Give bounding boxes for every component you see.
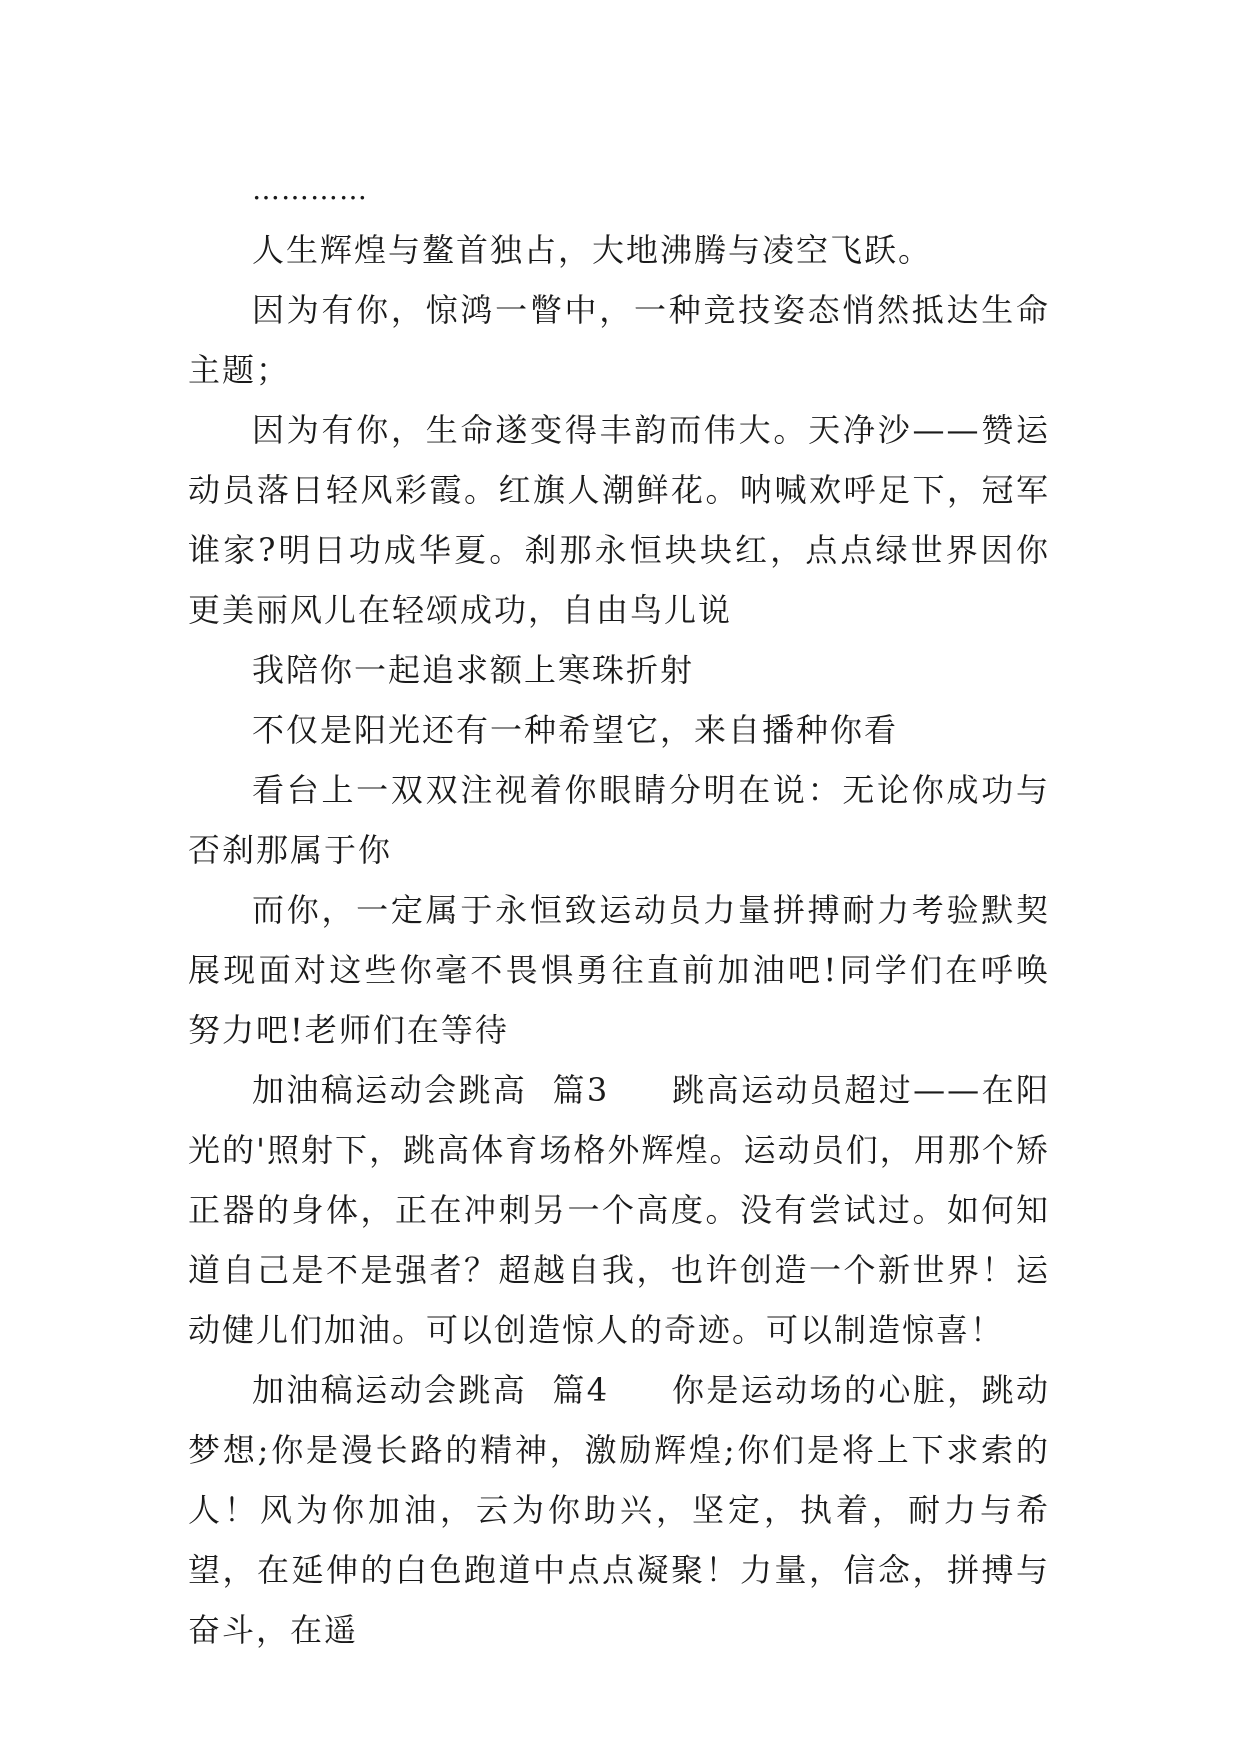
section-paragraph-3: 加油稿运动会跳高 篇3 跳高运动员超过——在阳光的'照射下，跳高体育场格外辉煌。运动员们，用那个矫正器的身体，正在冲刺另一个高度。没有尝试过。如何知道自己是不是强者？超越自我，也许创造一个新世界！运动健儿们加油。可以创造惊人的奇迹。可以制造惊喜！ (188, 1071, 1050, 1349)
paragraph: 看台上一双双注视着你眼睛分明在说：无论你成功与否刹那属于你 (188, 771, 1050, 869)
paragraph: 而你，一定属于永恒致运动员力量拼搏耐力考验默契展现面对这些你毫不畏惧勇往直前加油吧!同学们在呼唤努力吧!老师们在等待 (188, 891, 1050, 1049)
paragraph: 不仅是阳光还有一种希望它，来自播种你看 (252, 711, 899, 749)
section-paragraph-4: 加油稿运动会跳高 篇4 你是运动场的心脏，跳动梦想;你是漫长路的精神，激励辉煌;你们是将上下求索的人！风为你加油，云为你助兴，坚定，执着，耐力与希望，在延伸的白色跑道中点点凝聚！力量，信念，拼搏与奋斗，在遥 (188, 1371, 1050, 1649)
document-body (188, 160, 1050, 1660)
paragraph: 人生辉煌与鳌首独占，大地沸腾与凌空飞跃。 (252, 231, 933, 269)
ellipsis-line: ………… (252, 173, 368, 206)
paragraph: 因为有你，生命遂变得丰韵而伟大。天净沙——赞运动员落日轻风彩霞。红旗人潮鲜花。呐喊欢呼足下，冠军谁家?明日功成华夏。刹那永恒块块红，点点绿世界因你更美丽风儿在轻颂成功，自由鸟儿说 (188, 411, 1050, 629)
paragraph: 我陪你一起追求额上寒珠折射 (252, 651, 695, 689)
paragraph: 因为有你，惊鸿一瞥中，一种竞技姿态悄然抵达生命主题； (188, 291, 1050, 389)
